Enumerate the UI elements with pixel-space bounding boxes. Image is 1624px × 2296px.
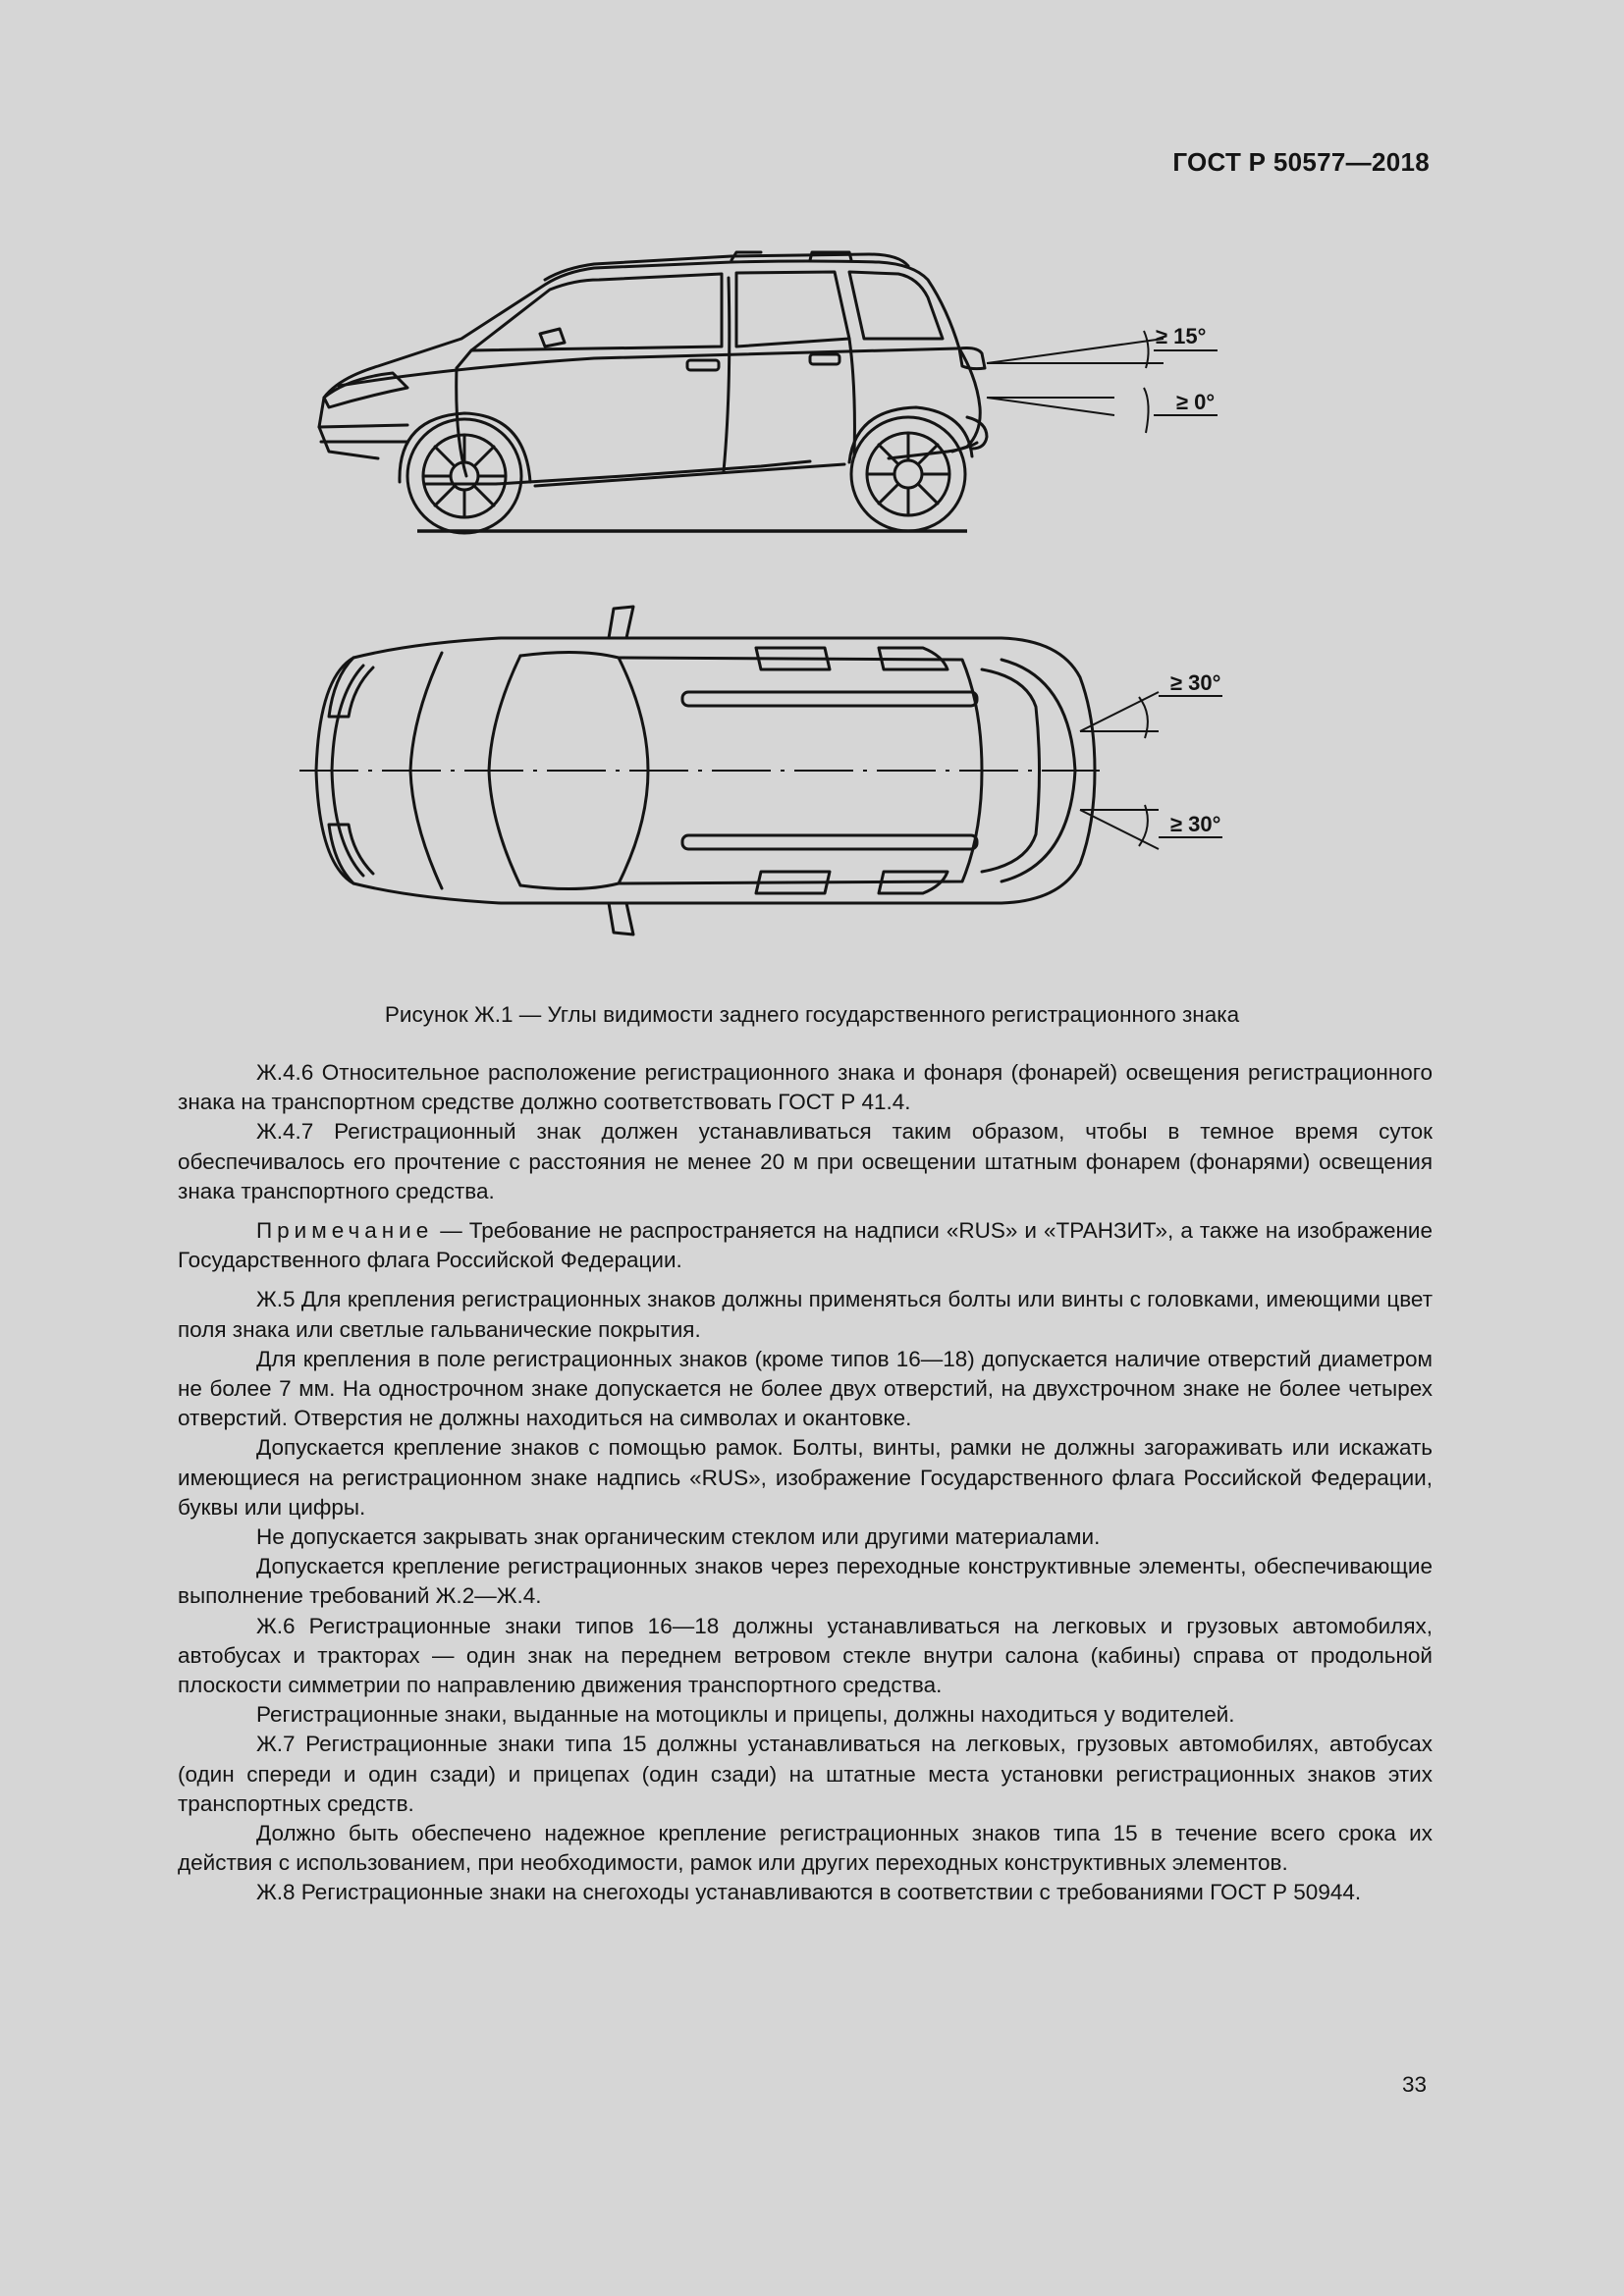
paragraph: Ж.6 Регистрационные знаки типов 16—18 должны устанавливаться на легковых и грузовых автомобилях, автобусах и тракторах — один знак на переднем ветровом стекле внутри салона (кабины) справа от продольной плоскости симметрии по направлению движения транспортного средства.: [178, 1613, 1433, 1698]
page-number: 33: [1401, 2072, 1427, 2097]
top-angle-upper-label: ≥ 30°: [1170, 670, 1221, 695]
figure-caption: Рисунок Ж.1 — Углы видимости заднего государственного регистрационного знака: [384, 1002, 1240, 1027]
paragraph: Регистрационные знаки, выданные на мотоциклы и прицепы, должны находиться у водителей.: [256, 1702, 1235, 1728]
paragraph: Ж.8 Регистрационные знаки на снегоходы устанавливаются в соответствии с требованиями ГОСТ Р 50944.: [256, 1880, 1362, 1905]
paragraph: Не допускается закрывать знак органическим стеклом или другими материалами.: [256, 1524, 1101, 1550]
car-side-view-figure: [299, 240, 1242, 535]
top-angle-lower-label: ≥ 30°: [1170, 812, 1221, 836]
paragraph: Допускается крепление регистрационных знаков через переходные конструктивные элементы, обеспечивающие выполнение требований Ж.2—Ж.4.: [178, 1554, 1433, 1609]
paragraph: Допускается крепление знаков с помощью рамок. Болты, винты, рамки не должны загораживать или искажать имеющиеся на регистрационном знаке надпись «RUS», изображение Государственного флага Российской Федерации, буквы или цифры.: [178, 1435, 1433, 1520]
note-label: Примечание: [256, 1218, 434, 1244]
paragraph: Ж.4.6 Относительное расположение регистрационного знака и фонаря (фонарей) освещения регистрационного знака на транспортном средстве должно соответствовать ГОСТ Р 41.4.: [178, 1060, 1433, 1115]
note-paragraph: [178, 1216, 1433, 1275]
paragraph: Ж.4.7 Регистрационный знак должен устанавливаться таким образом, чтобы в темное время суток обеспечивалось его прочтение с расстояния не менее 20 м при освещении штатным фонарем (фонарями) освещения знака транспортного средства.: [178, 1119, 1433, 1203]
note-text: — Требование не распространяется на надписи «RUS» и «ТРАНЗИТ», а также на изображение Государственного флага Российской Федерации.: [178, 1218, 1433, 1273]
side-angle-lower-label: ≥ 0°: [1176, 390, 1216, 414]
document-body: [178, 1058, 1433, 1908]
paragraph: Ж.5 Для крепления регистрационных знаков должны применяться болты или винты с головками, имеющими цвет поля знака или светлые гальванические покрытия.: [178, 1287, 1433, 1342]
paragraph: Ж.7 Регистрационные знаки типа 15 должны устанавливаться на легковых, грузовых автомобилях, автобусах (один спереди и один сзади) и прицепах (один сзади) на штатные места установки регистрационных знаков этих транспортных средств.: [178, 1732, 1433, 1816]
paragraph: Должно быть обеспечено надежное крепление регистрационных знаков типа 15 в течение всего срока их действия с использованием, при необходимости, рамок или других переходных конструктивных элементов.: [178, 1821, 1433, 1876]
paragraph: Для крепления в поле регистрационных знаков (кроме типов 16—18) допускается наличие отверстий диаметром не более 7 мм. На однострочном знаке допускается не более двух отверстий, на двухстрочном знаке не более четырех отверстий. Отверстия не должны находиться на символах и окантовке.: [178, 1346, 1433, 1431]
side-angle-upper-label: ≥ 15°: [1156, 324, 1207, 348]
document-header: ГОСТ Р 50577—2018: [1172, 147, 1430, 177]
car-top-view-figure: [295, 599, 1237, 952]
